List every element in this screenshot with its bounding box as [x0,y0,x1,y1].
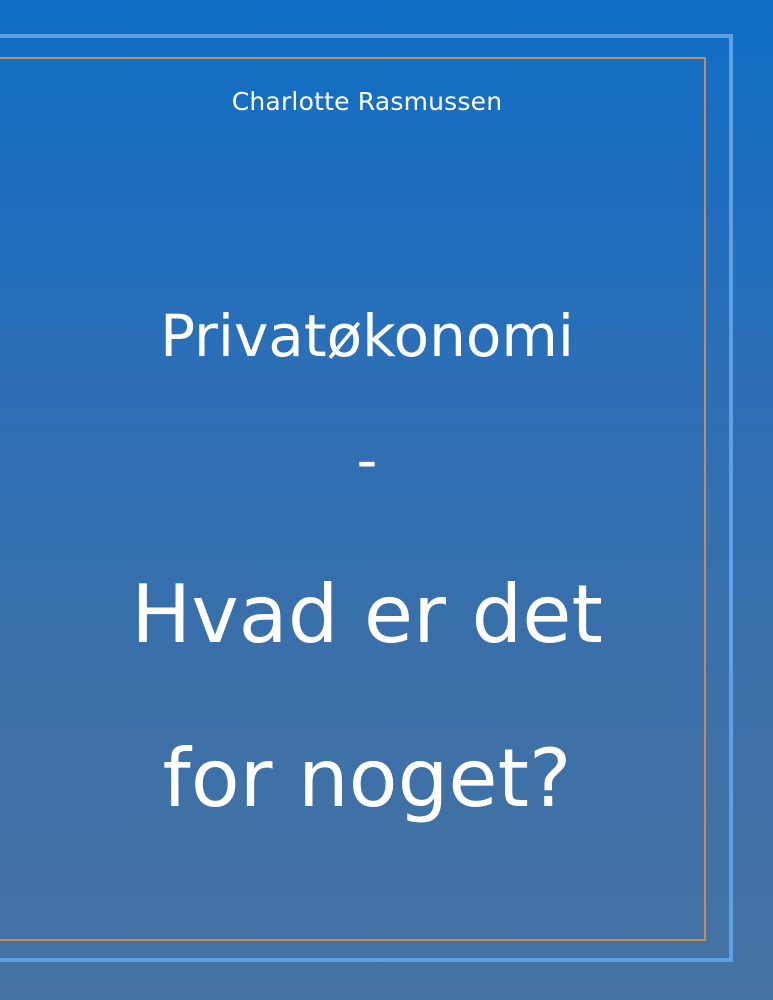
author-name: Charlotte Rasmussen [231,87,503,116]
title-line-2: Hvad er det [131,568,603,661]
title-line-3: for noget? [162,732,572,825]
title-line-1: Privatøkonomi [160,302,574,370]
title-dash: - [356,426,378,494]
